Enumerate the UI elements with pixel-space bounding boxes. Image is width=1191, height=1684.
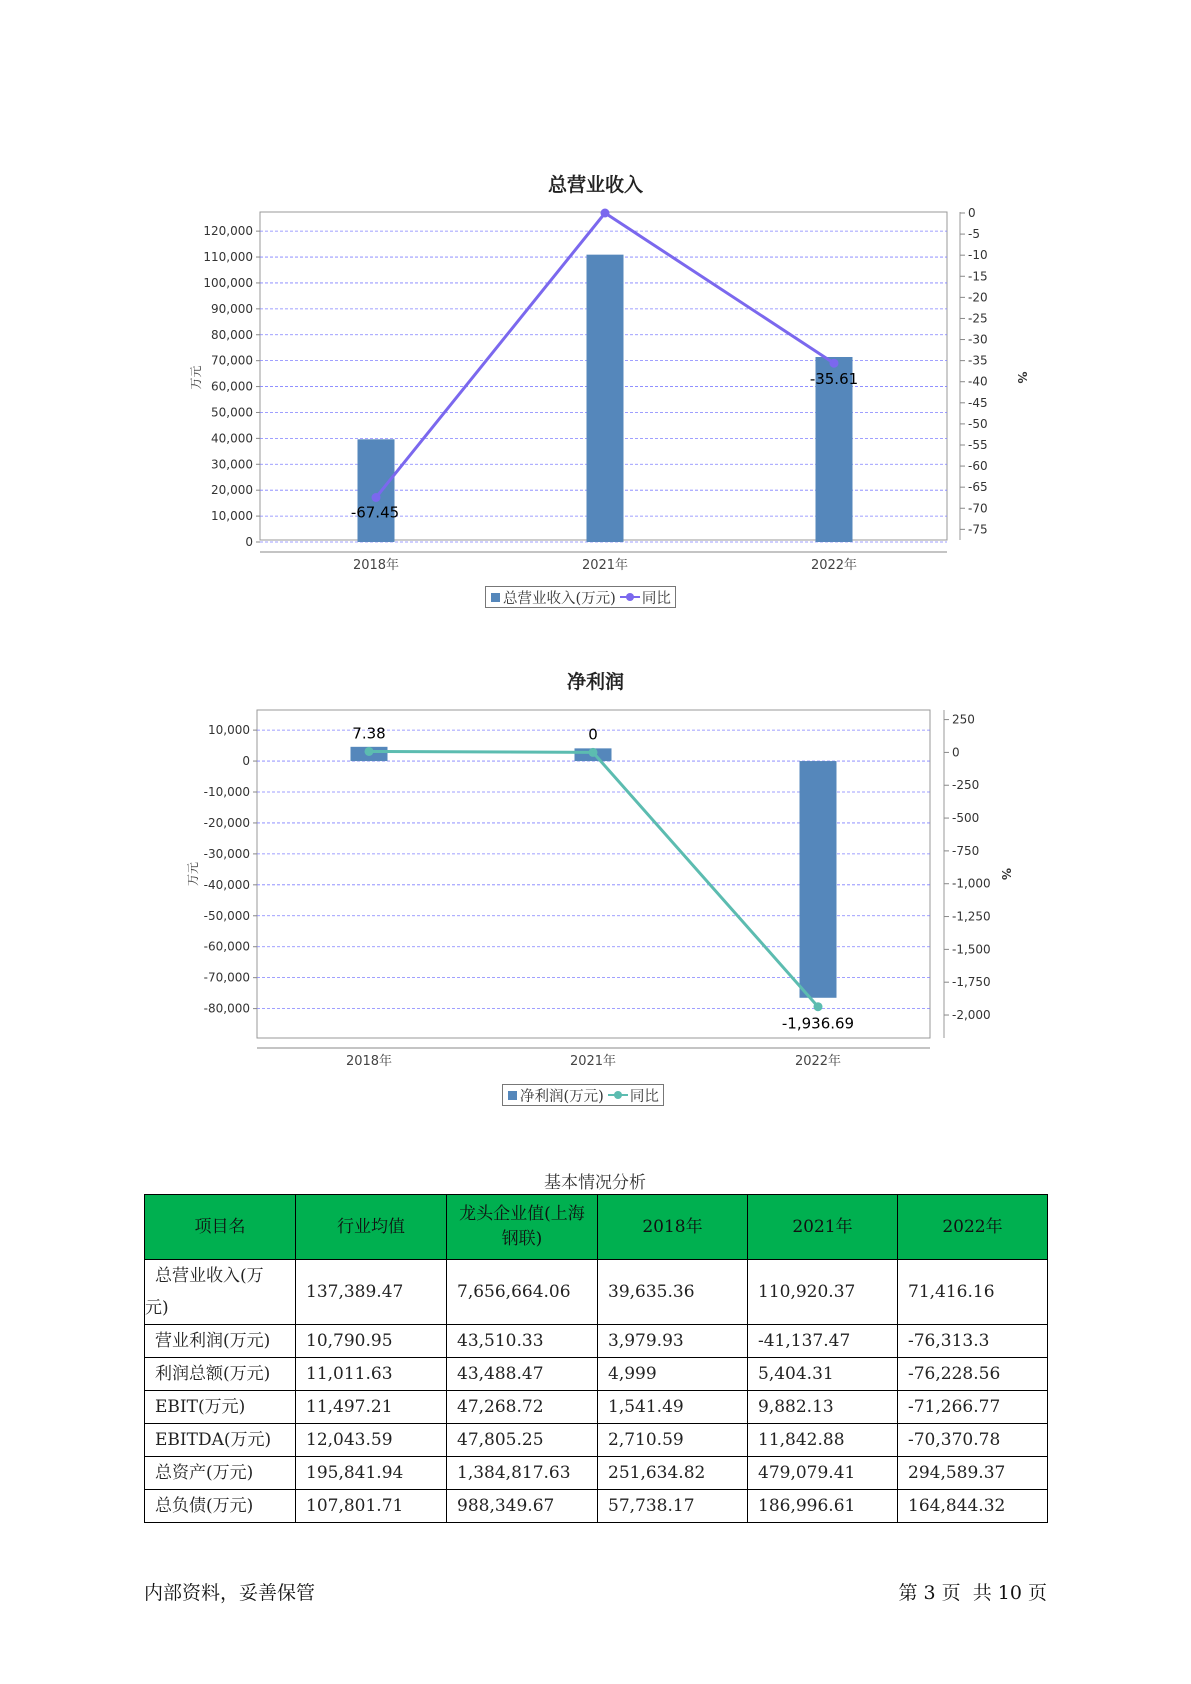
header-item-name: 项目名 xyxy=(145,1195,296,1260)
right-tick-label: -60 xyxy=(968,459,988,474)
left-tick-label: 0 xyxy=(242,754,250,769)
left-tick-label: -30,000 xyxy=(203,846,250,861)
table-cell: 9,882.13 xyxy=(748,1391,898,1424)
right-tick-label: -750 xyxy=(952,843,980,858)
table-cell: 251,634.82 xyxy=(598,1457,748,1490)
left-tick-label: 120,000 xyxy=(203,224,253,239)
table-cell: 988,349.67 xyxy=(447,1490,598,1523)
left-tick-label: 10,000 xyxy=(208,723,250,738)
left-tick-label: -40,000 xyxy=(203,877,250,892)
row-label: EBITDA(万元) xyxy=(145,1424,296,1457)
table-cell: 5,404.31 xyxy=(748,1358,898,1391)
net-profit-chart xyxy=(0,700,1191,1100)
row-label: 利润总额(万元) xyxy=(145,1358,296,1391)
table-cell: 1,384,817.63 xyxy=(447,1457,598,1490)
right-tick-label: -2,000 xyxy=(952,1008,991,1023)
yoy-point xyxy=(589,748,598,757)
revenue-chart-legend xyxy=(485,586,676,608)
profit-chart-legend xyxy=(502,1084,664,1106)
revenue-chart xyxy=(0,200,1191,600)
yoy-point xyxy=(814,1002,823,1011)
table-caption: 基本情况分析 xyxy=(544,1173,646,1193)
x-tick-label: 2022年 xyxy=(794,1054,842,1069)
table-cell: 11,011.63 xyxy=(296,1358,447,1391)
right-tick-label: 0 xyxy=(968,206,976,220)
table-row xyxy=(145,1457,1048,1490)
right-tick-label: -1,500 xyxy=(952,942,991,957)
right-tick-label: -55 xyxy=(968,437,988,452)
bar-legend-swatch xyxy=(508,1091,517,1100)
table-cell: 164,844.32 xyxy=(898,1490,1048,1523)
left-tick-label: 0 xyxy=(245,535,253,549)
table-cell: 43,488.47 xyxy=(447,1358,598,1391)
right-axis-title: % xyxy=(999,867,1013,881)
yoy-data-label: -1,936.69 xyxy=(781,1014,855,1033)
table-cell: 39,635.36 xyxy=(598,1260,748,1325)
left-tick-label: 40,000 xyxy=(211,431,253,446)
right-tick-label: -1,000 xyxy=(952,876,991,891)
left-tick-label: 60,000 xyxy=(211,379,253,394)
yoy-point xyxy=(365,747,374,756)
row-label: 总资产(万元) xyxy=(145,1457,296,1490)
left-tick-label: 110,000 xyxy=(203,250,253,265)
table-cell: 71,416.16 xyxy=(898,1260,1048,1325)
right-tick-label: -1,750 xyxy=(952,975,991,990)
table-cell: 12,043.59 xyxy=(296,1424,447,1457)
table-row xyxy=(145,1424,1048,1457)
table-cell: -70,370.78 xyxy=(898,1424,1048,1457)
left-tick-label: 50,000 xyxy=(211,405,253,420)
table-cell: -41,137.47 xyxy=(748,1325,898,1358)
yoy-data-label: 0 xyxy=(588,725,598,744)
left-tick-label: -50,000 xyxy=(203,908,250,923)
left-tick-label: 80,000 xyxy=(211,327,253,342)
left-tick-label: 30,000 xyxy=(211,457,253,472)
right-tick-label: -20 xyxy=(968,290,988,305)
table-row xyxy=(145,1325,1048,1358)
table-cell: 195,841.94 xyxy=(296,1457,447,1490)
table-cell: 11,497.21 xyxy=(296,1391,447,1424)
legend-label-yoy: 同比 xyxy=(641,590,671,607)
legend-label-yoy: 同比 xyxy=(629,1088,659,1105)
table-cell: 3,979.93 xyxy=(598,1325,748,1358)
profit-chart-title: 净利润 xyxy=(566,671,624,693)
bar xyxy=(800,761,837,998)
table-cell: 294,589.37 xyxy=(898,1457,1048,1490)
right-tick-label: 0 xyxy=(952,745,960,760)
x-tick-label: 2022年 xyxy=(810,558,858,573)
left-tick-label: -20,000 xyxy=(203,815,250,830)
yoy-data-label: 7.38 xyxy=(352,724,386,743)
right-tick-label: -25 xyxy=(968,311,988,326)
right-tick-label: -45 xyxy=(968,395,988,410)
table-cell: 107,801.71 xyxy=(296,1490,447,1523)
table-row xyxy=(145,1490,1048,1523)
x-tick-label: 2018年 xyxy=(345,1054,393,1069)
row-label: 总营业收入(万 元) xyxy=(145,1260,296,1325)
left-tick-label: -80,000 xyxy=(203,1001,250,1016)
header-2018: 2018年 xyxy=(598,1195,748,1260)
left-tick-label: 90,000 xyxy=(211,301,253,316)
table-cell: 57,738.17 xyxy=(598,1490,748,1523)
left-axis-title: 万元 xyxy=(189,365,203,390)
right-tick-label: -5 xyxy=(968,227,980,242)
header-leader-value: 龙头企业值(上海钢联) xyxy=(447,1195,598,1260)
header-industry-avg: 行业均值 xyxy=(296,1195,447,1260)
basic-analysis-table xyxy=(144,1194,1048,1523)
x-tick-label: 2021年 xyxy=(581,558,629,573)
table-cell: 10,790.95 xyxy=(296,1325,447,1358)
table-cell: 4,999 xyxy=(598,1358,748,1391)
right-tick-label: -50 xyxy=(968,416,988,431)
table-cell: 137,389.47 xyxy=(296,1260,447,1325)
yoy-point xyxy=(372,493,381,502)
bar-legend-swatch xyxy=(491,593,500,602)
left-tick-label: 70,000 xyxy=(211,353,253,368)
x-tick-label: 2018年 xyxy=(352,558,400,573)
table-cell: 7,656,664.06 xyxy=(447,1260,598,1325)
left-tick-label: 100,000 xyxy=(203,275,253,290)
table-row xyxy=(145,1260,1048,1325)
right-tick-label: -65 xyxy=(968,480,988,495)
yoy-data-label: -35.61 xyxy=(809,370,859,389)
yoy-point xyxy=(601,209,610,218)
right-tick-label: -10 xyxy=(968,248,988,263)
header-2022: 2022年 xyxy=(898,1195,1048,1260)
row-label: 总负债(万元) xyxy=(145,1490,296,1523)
left-tick-label: -60,000 xyxy=(203,939,250,954)
bar xyxy=(587,255,624,542)
right-tick-label: -250 xyxy=(952,778,980,793)
right-tick-label: -1,250 xyxy=(952,909,991,924)
right-tick-label: -75 xyxy=(968,522,988,537)
table-cell: -71,266.77 xyxy=(898,1391,1048,1424)
table-cell: 47,268.72 xyxy=(447,1391,598,1424)
left-tick-label: -70,000 xyxy=(203,970,250,985)
table-cell: 43,510.33 xyxy=(447,1325,598,1358)
line-legend-swatch xyxy=(620,592,640,602)
legend-label-revenue: 总营业收入(万元) xyxy=(503,590,616,607)
table-cell: 110,920.37 xyxy=(748,1260,898,1325)
table-cell: 47,805.25 xyxy=(447,1424,598,1457)
footer-page-number: 第 3 页 共 10 页 xyxy=(898,1582,1047,1604)
yoy-point xyxy=(830,359,839,368)
legend-label-profit: 净利润(万元) xyxy=(520,1088,604,1105)
right-tick-label: 250 xyxy=(952,712,975,727)
table-cell: -76,228.56 xyxy=(898,1358,1048,1391)
table-cell: 186,996.61 xyxy=(748,1490,898,1523)
row-label: 营业利润(万元) xyxy=(145,1325,296,1358)
table-cell: 479,079.41 xyxy=(748,1457,898,1490)
table-cell: 11,842.88 xyxy=(748,1424,898,1457)
table-cell: 2,710.59 xyxy=(598,1424,748,1457)
header-2021: 2021年 xyxy=(748,1195,898,1260)
bar xyxy=(358,439,395,542)
yoy-data-label: -67.45 xyxy=(350,503,400,522)
right-tick-label: -30 xyxy=(968,332,988,347)
table-row xyxy=(145,1358,1048,1391)
left-tick-label: -10,000 xyxy=(203,785,250,799)
x-tick-label: 2021年 xyxy=(569,1054,617,1069)
yoy-line xyxy=(369,751,818,1006)
right-tick-label: -70 xyxy=(968,501,988,516)
footer-confidential-note: 内部资料，妥善保管 xyxy=(144,1582,316,1604)
right-tick-label: -500 xyxy=(952,811,980,826)
table-cell: -76,313.3 xyxy=(898,1325,1048,1358)
right-axis-title: % xyxy=(1015,371,1029,384)
left-tick-label: 10,000 xyxy=(211,509,253,524)
right-tick-label: -40 xyxy=(968,374,988,389)
table-header-row xyxy=(145,1195,1048,1260)
row-label: EBIT(万元) xyxy=(145,1391,296,1424)
right-tick-label: -35 xyxy=(968,353,988,368)
left-axis-title: 万元 xyxy=(186,861,200,887)
line-legend-swatch xyxy=(608,1090,628,1100)
table-cell: 1,541.49 xyxy=(598,1391,748,1424)
right-tick-label: -15 xyxy=(968,269,988,284)
revenue-chart-title: 总营业收入 xyxy=(547,174,643,196)
left-tick-label: 20,000 xyxy=(211,483,253,498)
table-row xyxy=(145,1391,1048,1424)
